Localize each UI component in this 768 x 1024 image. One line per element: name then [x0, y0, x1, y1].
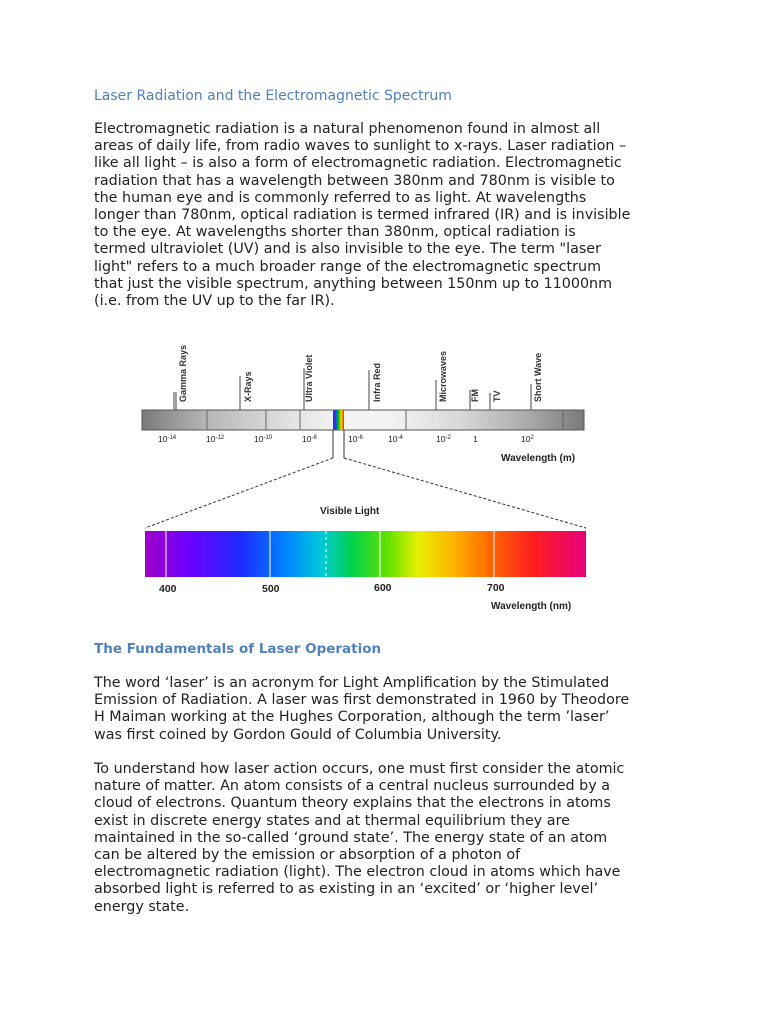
visible-tick-label: 400: [159, 583, 177, 595]
visible-tick-label: 500: [262, 583, 280, 595]
band-label-tv: TV: [492, 390, 502, 402]
tick-label: $10^{-14}$: [158, 434, 177, 444]
text-line: maintained in the so-called ‘ground state’. The energy state of an atom: [94, 829, 608, 846]
text-line: absorbed light is referred to as existing in an ‘excited’ or ‘higher level’: [94, 881, 599, 898]
band-label-fm: FM: [470, 389, 480, 402]
wavelength-nm-label: Wavelength (nm): [491, 601, 572, 612]
text-line: energy state.: [94, 898, 190, 915]
visible-band-slice: [333, 410, 344, 430]
band-label-infra-red: Infra Red: [372, 362, 382, 402]
text-line: (i.e. from the UV up to the far IR).: [94, 293, 335, 310]
visible-tick-label: 600: [374, 582, 392, 594]
band-label-ultra-violet: Ultra Violet: [304, 354, 314, 402]
electromagnetic-spectrum-figure: [0, 330, 768, 620]
text-line: electromagnetic radiation (light). The electron cloud in atoms which have: [94, 864, 621, 881]
tick-label: $10^{-10}$: [254, 434, 273, 444]
text-line: nature of matter. An atom consists of a central nucleus surrounded by a: [94, 778, 610, 795]
paragraph-atomic-nature: [94, 761, 684, 916]
visible-spectrum-bar: [145, 531, 586, 577]
text-line: The word ‘laser’ is an acronym for Light Amplification by the Stimulated: [94, 675, 610, 691]
paragraph-electromagnetic-radiation: [94, 121, 684, 310]
text-line: cloud of electrons. Quantum theory explains that the electrons in atoms: [94, 795, 611, 812]
tick-label: $10^2$: [521, 434, 534, 444]
text-line: Electromagnetic radiation is a natural phenomenon found in almost all: [94, 121, 601, 137]
band-label-microwaves: Microwaves: [438, 350, 448, 402]
text-line: termed ultraviolet (UV) and is also invisible to the eye. The term "laser: [94, 241, 601, 258]
tick-label: $10^{-6}$: [348, 434, 363, 444]
section-heading-laser-radiation: Laser Radiation and the Electromagnetic Spectrum: [94, 88, 452, 104]
text-line: the human eye and is commonly referred to as light. At wavelengths: [94, 189, 587, 206]
text-line: radiation that has a wavelength between 380nm and 780nm is visible to: [94, 172, 615, 189]
tick-label: 1: [473, 434, 478, 444]
paragraph-laser-acronym: [94, 675, 684, 744]
band-label-short-wave: Short Wave: [533, 352, 543, 402]
em-spectrum-bar: [142, 410, 584, 430]
text-line: that just the visible spectrum, anything between 150nm up to 11000nm: [94, 275, 613, 292]
visible-light-title: Visible Light: [320, 506, 380, 517]
band-label-gamma-rays: Gamma Rays: [178, 344, 188, 402]
text-line: Emission of Radiation. A laser was first demonstrated in 1960 by Theodore: [94, 692, 630, 709]
wavelength-m-label: Wavelength (m): [501, 453, 576, 464]
text-line: longer than 780nm, optical radiation is termed infrared (IR) and is invisible: [94, 207, 631, 224]
text-line: areas of daily life, from radio waves to sunlight to x-rays. Laser radiation –: [94, 138, 627, 155]
text-line: H Maiman working at the Hughes Corporation, although the term ’laser’: [94, 709, 610, 726]
text-line: can be altered by the emission or absorption of a photon of: [94, 847, 521, 864]
text-line: to the eye. At wavelengths shorter than 380nm, optical radiation is: [94, 224, 576, 241]
text-line: was first coined by Gordon Gould of Columbia University.: [94, 726, 502, 743]
text-line: light" refers to a much broader range of the electromagnetic spectrum: [94, 258, 602, 275]
tick-label: $10^{-2}$: [436, 434, 451, 444]
tick-label: $10^{-12}$: [206, 434, 225, 444]
visible-tick-label: 700: [487, 582, 505, 594]
text-line: To understand how laser action occurs, one must first consider the atomic: [94, 761, 625, 777]
tick-label: $10^{-8}$: [302, 434, 317, 444]
text-line: like all light – is also a form of electromagnetic radiation. Electromagnetic: [94, 155, 622, 172]
tick-label: $10^{-4}$: [388, 434, 403, 444]
band-label-x-rays: X-Rays: [243, 371, 253, 402]
text-line: exist in discrete energy states and at thermal equilibrium they are: [94, 812, 570, 829]
section-heading-laser-fundamentals: The Fundamentals of Laser Operation: [94, 641, 382, 657]
